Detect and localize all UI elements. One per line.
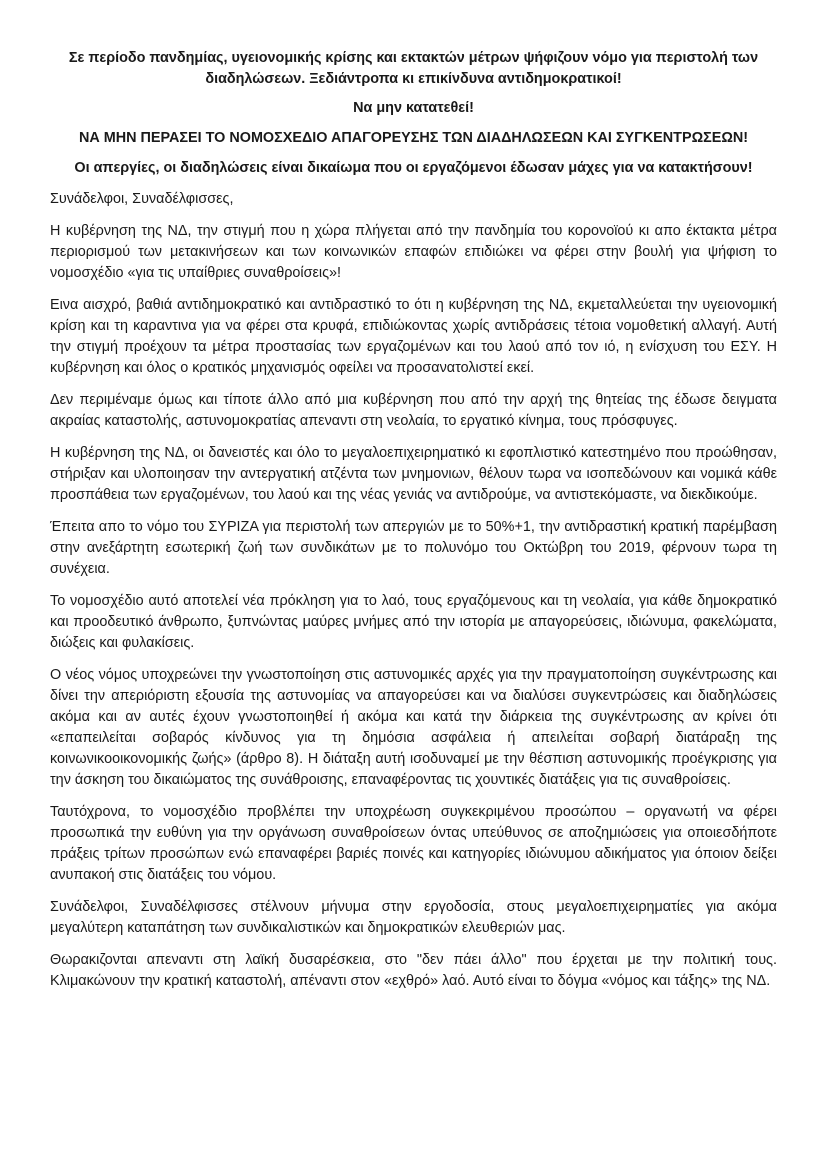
paragraph-5: Έπειτα απο το νόμο του ΣΥΡΙΖΑ για περιστολή των απεργιών με το 50%+1, την αντιδραστική κρατική παρέμβαση στην ανεξάρτητη εσωτερική ζωή των συνδικάτων με το πολυνόμο του Οκτώβρη του 2019, φέρνουν τωρα τη συνέχεια. xyxy=(50,519,777,577)
paragraph-10: Θωρακιζονται απεναντι στη λαϊκή δυσαρέσκεια, στο "δεν πάει άλλο" που έρχεται με την πολιτική τους. Κλιμακώνουν την κρατική καταστολή, απέναντι στον «εχθρό» λαό. Αυτό είναι το δόγμα «νόμος και τάξης» της ΝΔ. xyxy=(50,952,777,989)
paragraph-8: Ταυτόχρονα, το νομοσχέδιο προβλέπει την υποχρέωση συγκεκριμένου προσώπου – οργανωτή να φέρει προσωπικά την ευθύνη για την οργάνωση συναθροίσεων όντας υπεύθυνος σε αποζημιώσεις για οποιεσδήποτε πράξεις τρίτων προσώπων ενώ επαναφέρει βαριές ποινές και κατηγορίες ιδιώνυμου αδικήματος για όποιον δείξει ανυπακοή στις διατάξεις του νόμου. xyxy=(50,804,777,883)
paragraph-7: Ο νέος νόμος υποχρεώνει την γνωστοποίηση στις αστυνομικές αρχές για την πραγματοποίηση συγκέντρωσης και δίνει την απεριόριστη εξουσία της αστυνομίας να απαγορεύσει και να διαλύσει συγκεντρώσεις και διαδηλώσεις ακόμα και αν αυτές έχουν γνωστοποιηθεί ή ακόμα και κατά την διάρκεια της συγκέντρωσης αν κρίνει ότι «επαπειλείται σοβαρός κίνδυνος για τη δημόσια ασφάλεια ή απειλείται σοβαρή διατάραξη της κοινωνικοοικονομικής ζωής» (άρθρο 8). Η διάταξη αυτή ισοδυναμεί με την θέσπιση αστυνομικής προέγκρισης για την άσκηση του δικαιώματος της συνάθροισης, επαναφέροντας τις χουντικές διατάξεις για τις συναθροίσεις. xyxy=(50,667,777,788)
paragraph-1: Η κυβέρνηση της ΝΔ, την στιγμή που η χώρα πλήγεται από την πανδημία του κορονοϊού κι απο έκτακτα μέτρα περιορισμού των μετακινήσεων και των κοινωνικών επαφών επιδιώκει να φέρει στην βουλή για ψήφιση το νομοσχέδιο «για τις υπαίθριες συναθροίσεις»! xyxy=(50,223,777,281)
salutation: Συνάδελφοι, Συναδέλφισσες, xyxy=(50,191,234,207)
headline-rights: Οι απεργίες, οι διαδηλώσεις είναι δικαίωμα που οι εργαζόμενοι έδωσαν μάχες για να κατακτήσουν! xyxy=(74,160,753,176)
paragraph-3: Δεν περιμέναμε όμως και τίποτε άλλο από μια κυβέρνηση που από την αρχή της θητείας της έδωσε δειγματα ακραίας καταστολής, αστυνομοκρατίας απεναντι στη νεολαία, το εργατικό κίνημα, τους πρόσφυγες. xyxy=(50,392,777,429)
headline-demand: Να μην κατατεθεί! xyxy=(353,100,474,116)
paragraph-6: Το νομοσχέδιο αυτό αποτελεί νέα πρόκληση για το λαό, τους εργαζόμενους και τη νεολαία, για κάθε δημοκρατικό και προοδευτικό άνθρωπο, ξυπνώντας μαύρες μνήμες από την ιστορία με απαγορεύσεις, ιδιώνυμα, φακελώματα, διώξεις και φυλακίσεις. xyxy=(50,593,777,651)
headline-title: Σε περίοδο πανδημίας, υγειονομικής κρίσης και εκτακτών μέτρων ψήφιζουν νόμο για περιστολή των διαδηλώσεων. Ξεδιάντροπα κι επικίνδυνα αντιδημοκρατικοί! xyxy=(68,50,759,87)
paragraph-9: Συνάδελφοι, Συναδέλφισσες στέλνουν μήνυμα στην εργοδοσία, στους μεγαλοεπιχειρηματίες για ακόμα μεγαλύτερη καταπάτηση των συνδικαλιστικών και δημοκρατικών ελευθεριών μας. xyxy=(50,899,777,936)
paragraph-2: Εινα αισχρό, βαθιά αντιδημοκρατικό και αντιδραστικό το ότι η κυβέρνηση της ΝΔ, εκμεταλλεύεται την υγειονομική κρίση και τη καραντινα για να φέρει στα κρυφά, επιδιώκοντας χωρίς αντιδράσεις τέτοια νομοθετική αλλαγή. Αυτή την στιγμή προέχουν τα μέτρα προστασίας των εργαζομένων και του λαού από τον ιό, η ενίσχυση του ΕΣΥ. Η κυβέρνηση και όλος ο κρατικός μηχανισμός οφείλει να προσανατολιστεί εκεί. xyxy=(50,297,777,376)
paragraph-4: Η κυβέρνηση της ΝΔ, οι δανειστές και όλο το μεγαλοεπιχειρηματικό κι εφοπλιστικό κατεστημένο που προώθησαν, στήριξαν και υλοποιησαν την αντεργατική ατζέντα των μνημονιων, θέλουν τωρα να ισοπεδώνουν και νομικά κάθε προσπάθεια των εργαζομένων, του λαού και της νέας γενιάς να αντιδρούμε, να αντιστεκόμαστε, να διεκδικούμε. xyxy=(50,445,777,503)
document-page xyxy=(50,48,777,1003)
headline-slogan: ΝΑ ΜΗΝ ΠΕΡΑΣΕΙ ΤΟ ΝΟΜΟΣΧΕΔΙΟ ΑΠΑΓΟΡΕΥΣΗΣ ΤΩΝ ΔΙΑΔΗΛΩΣΕΩΝ ΚΑΙ ΣΥΓΚΕΝΤΡΩΣΕΩΝ! xyxy=(78,130,749,146)
